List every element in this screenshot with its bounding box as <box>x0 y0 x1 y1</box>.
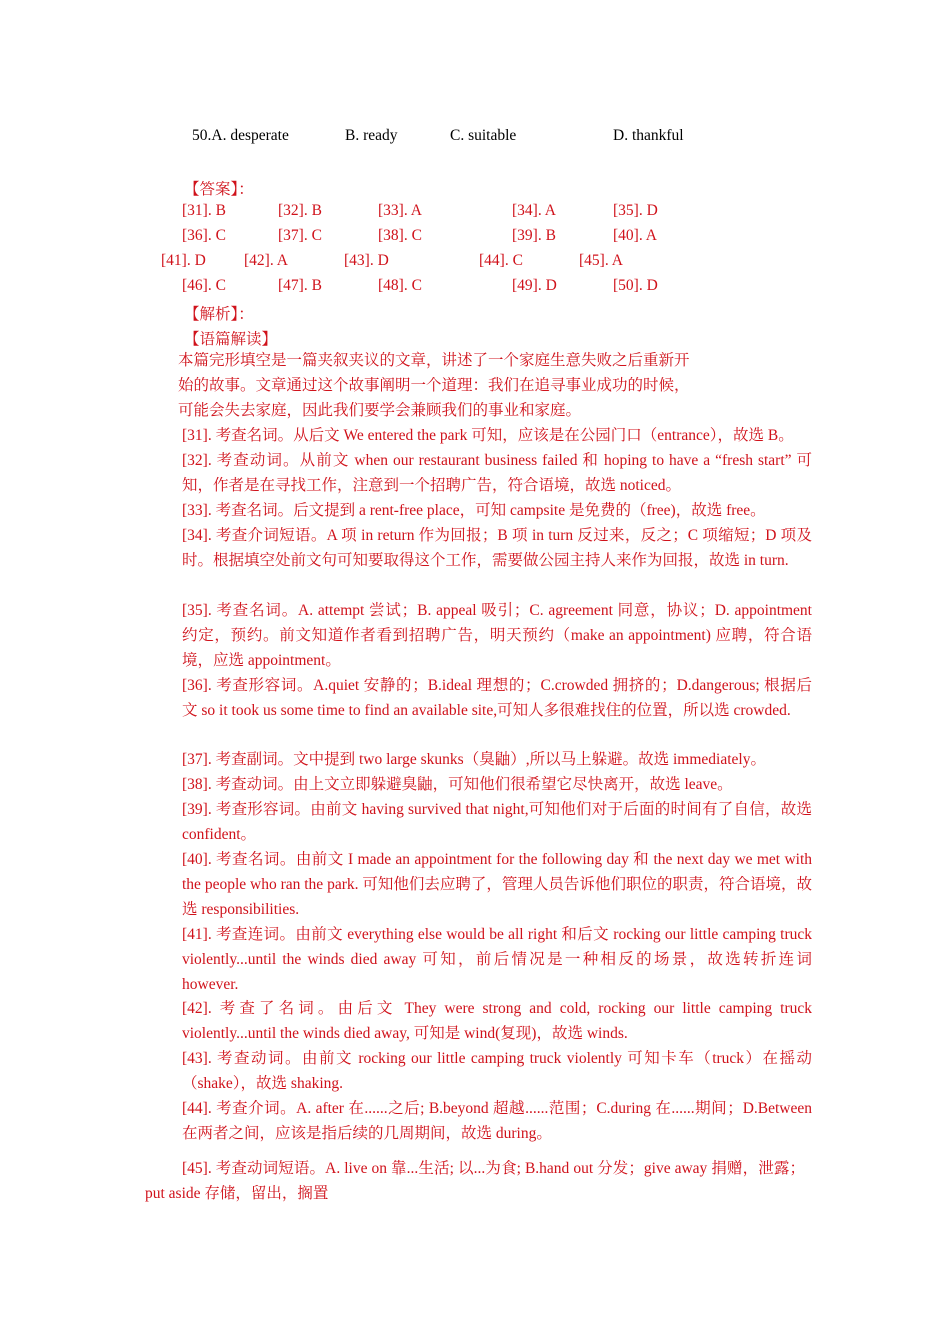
answer-heading: 【答案】： <box>184 181 254 198</box>
explanation-37: [37]. 考查副词。文中提到 two large skunks（臭鼬）,所以马上躲避。故选 immediately。 <box>182 751 766 768</box>
answer-cell: [39]. B <box>512 227 556 244</box>
explanation-41: [41]. 考查连词。由前文 everything else would be all right 和后文 rocking our little camping truck violently...until the winds died away 可知，前后情况是一种相反的场景，故选转折连词 however. <box>182 926 812 993</box>
explanation-39: [39]. 考查形容词。由前文 having survived that night,可知他们对于后面的时间有了自信，故选 confident。 <box>182 801 812 843</box>
explanation-35: [35]. 考查名词。A. attempt 尝试；B. appeal 吸引；C. agreement 同意，协议；D. appointment 约定，预约。前文知道作者看到招聘广告，明天预约（make an appointment) 应聘，符合语境，应选 appointment。 <box>182 602 812 669</box>
answer-cell: [43]. D <box>344 252 389 269</box>
answer-cell: [33]. A <box>378 202 422 219</box>
explanation-34: [34]. 考查介词短语。A 项 in return 作为回报；B 项 in turn 反过来，反之；C 项缩短；D 项及时。根据填空处前文句可知要取得这个工作，需要做公园主持人来作为回报，故选 in turn. <box>182 527 812 569</box>
analysis-heading: 【解析】： <box>184 306 254 323</box>
answer-cell: [42]. A <box>244 252 288 269</box>
q50-option-b: B. ready <box>345 127 398 144</box>
explanation-40: [40]. 考查名词。由前文 I made an appointment for the following day 和 the next day we met with the people who ran the park. 可知他们去应聘了，管理人员告诉他们职位的职责，符合语境，故选 responsibilities. <box>182 851 812 918</box>
intro-line: 本篇完形填空是一篇夹叙夹议的文章，讲述了一个家庭生意失败之后重新开 <box>178 352 690 369</box>
answer-cell: [35]. D <box>613 202 658 219</box>
answer-cell: [37]. C <box>278 227 322 244</box>
intro-line: 可能会失去家庭，因此我们要学会兼顾我们的事业和家庭。 <box>178 402 582 419</box>
answer-cell: [36]. C <box>182 227 226 244</box>
answer-cell: [46]. C <box>182 277 226 294</box>
answer-cell: [45]. A <box>579 252 623 269</box>
answer-cell: [50]. D <box>613 277 658 294</box>
explanation-36: [36]. 考查形容词。A.quiet 安静的；B.ideal 理想的；C.crowded 拥挤的；D.dangerous; 根据后文 so it took us some time to find an available site,可知人多很难找住的位置，所以选 crowded. <box>182 677 812 719</box>
explanation-32: [32]. 考查动词。从前文 when our restaurant business failed 和 hoping to have a “fresh start” 可知，作者是在寻找工作，注意到一个招聘广告，符合语境，故选 noticed。 <box>182 452 812 494</box>
answer-cell: [40]. A <box>613 227 657 244</box>
answer-cell: [41]. D <box>161 252 206 269</box>
answer-cell: [38]. C <box>378 227 422 244</box>
q50-option-c: C. suitable <box>450 127 517 144</box>
answer-cell: [48]. C <box>378 277 422 294</box>
explanation-42: [42]. 考查了名词。由后文 They were strong and cold, rocking our little camping truck violently...until the winds died away, 可知是 wind(复现)，故选 winds. <box>182 1000 812 1042</box>
answer-cell: [34]. A <box>512 202 556 219</box>
q50-option-d: D. thankful <box>613 127 684 144</box>
answer-cell: [47]. B <box>278 277 322 294</box>
explanation-38: [38]. 考查动词。由上文立即躲避臭鼬，可知他们很希望它尽快离开，故选 leave。 <box>182 776 733 793</box>
intro-line: 始的故事。文章通过这个故事阐明一个道理：我们在追寻事业成功的时候， <box>178 377 690 394</box>
reading-heading: 【语篇解读】 <box>184 331 278 348</box>
explanation-43: [43]. 考查动词。由前文 rocking our little camping truck violently 可知卡车（truck）在摇动（shake），故选 shaking. <box>182 1050 812 1092</box>
answer-cell: [44]. C <box>479 252 523 269</box>
q50-option-a: 50.A. desperate <box>192 127 289 144</box>
answer-cell: [32]. B <box>278 202 322 219</box>
explanation-44: [44]. 考查介词。A. after 在......之后; B.beyond 超越......范围；C.during 在......期间；D.Between 在两者之间，应该是指后续的几周期间，故选 during。 <box>182 1100 812 1142</box>
intro-paragraph <box>178 348 798 423</box>
explanation-31: [31]. 考查名词。从后文 We entered the park 可知，应该是在公园门口（entrance），故选 B。 <box>182 427 794 444</box>
explanation-33: [33]. 考查名词。后文提到 a rent-free place，可知 campsite 是免费的（free)，故选 free。 <box>182 502 766 519</box>
answer-cell: [49]. D <box>512 277 557 294</box>
answer-cell: [31]. B <box>182 202 226 219</box>
explanation-45: [45]. 考查动词短语。A. live on 靠...生活; 以...为食; B.hand out 分发；give away 捐赠，泄露；put aside 存储，留出，搁置 <box>145 1160 805 1202</box>
